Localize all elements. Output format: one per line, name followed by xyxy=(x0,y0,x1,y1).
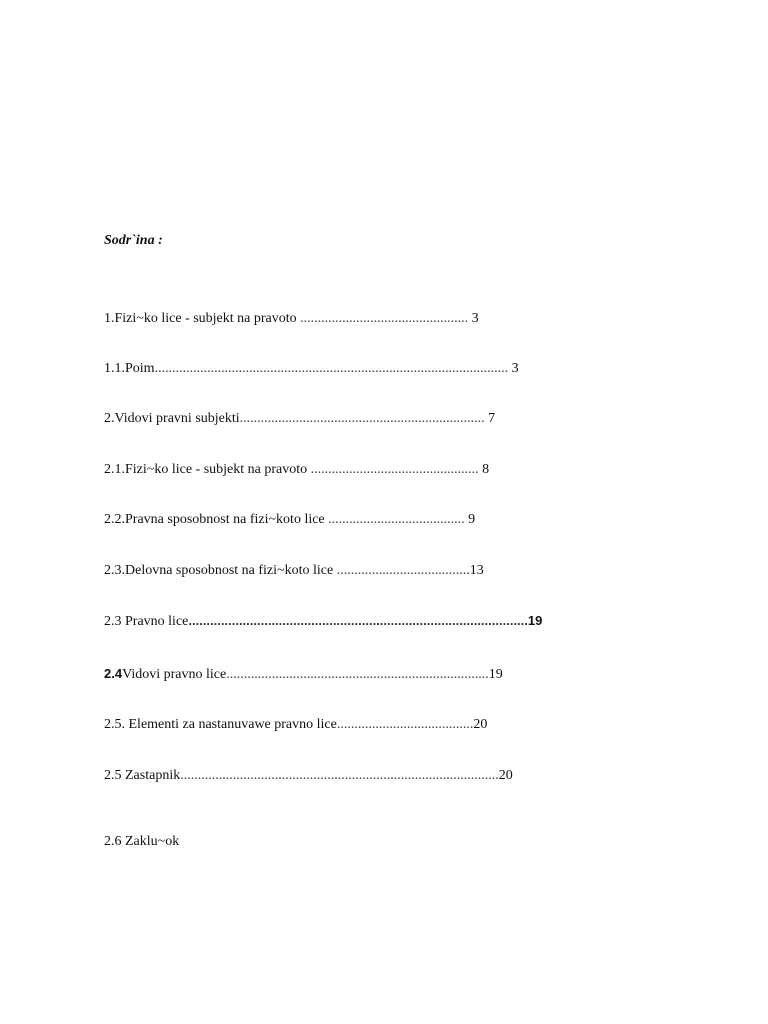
toc-entry-text: 1.1.Poim xyxy=(104,361,155,376)
toc-entry-page: 19 xyxy=(488,667,503,682)
toc-entry-page: 3 xyxy=(468,311,479,326)
toc-entry-text: 2.Vidovi pravni subjekti xyxy=(104,411,240,426)
toc-entry-2-1[interactable] xyxy=(104,461,489,479)
toc-entry-text: 2.5. Elementi za nastanuvawe pravno lice xyxy=(104,717,337,732)
toc-entry-page: 20 xyxy=(473,717,488,732)
toc-entry-leader: ................................................ xyxy=(300,311,469,326)
toc-entry-page: 13 xyxy=(469,563,484,578)
toc-entry-2[interactable] xyxy=(104,410,495,428)
toc-entry-leader: ................................................ xyxy=(310,462,479,477)
toc-entry-leader: ...................................... xyxy=(336,563,470,578)
toc-entry-page: 19 xyxy=(527,613,543,628)
toc-entry-text: 2.6 Zaklu~ok xyxy=(104,834,180,849)
toc-entry-1-1[interactable] xyxy=(104,360,519,378)
toc-entry-page: 7 xyxy=(484,411,496,426)
toc-entry-page: 3 xyxy=(508,361,519,376)
toc-title: Sodr`ina : xyxy=(104,233,163,248)
toc-entry-text: Vidovi pravno lice xyxy=(122,667,227,682)
toc-entry-text: 2.2.Pravna sposobnost na fizi~koto lice xyxy=(104,512,329,527)
toc-entry-leader: ....................................... xyxy=(328,512,465,527)
toc-entry-2-3-pravno-lice[interactable] xyxy=(104,612,542,631)
toc-entry-leader: ..................................................................................................... xyxy=(154,361,509,376)
toc-entry-page: 9 xyxy=(464,512,476,527)
toc-entry-2-5-zastapnik[interactable] xyxy=(104,767,513,785)
toc-entry-prefix: 2.4 xyxy=(104,666,123,681)
toc-entry-text: 2.3.Delovna sposobnost na fizi~koto lice xyxy=(104,563,337,578)
toc-entry-leader: .............................................................................................. xyxy=(188,613,528,628)
toc-entry-page: 20 xyxy=(498,768,513,783)
toc-entry-2-6[interactable] xyxy=(104,833,179,851)
toc-entry-text: 2.1.Fizi~ko lice - subjekt na pravoto xyxy=(104,462,311,477)
toc-entry-2-4[interactable] xyxy=(104,665,503,684)
toc-entry-leader: ...................................................................... xyxy=(239,411,485,426)
toc-entry-page: 8 xyxy=(478,462,490,477)
toc-entry-leader: ........................................................................... xyxy=(226,667,489,682)
toc-entry-2-5-elementi[interactable] xyxy=(104,716,487,734)
toc-entry-text: 1.Fizi~ko lice - subjekt na pravoto xyxy=(104,311,301,326)
toc-entry-leader: ....................................... xyxy=(336,717,474,732)
toc-entry-1[interactable] xyxy=(104,310,479,328)
toc-entry-2-2[interactable] xyxy=(104,511,475,529)
toc-entry-text: 2.5 Zastapnik xyxy=(104,768,181,783)
toc-entry-text: 2.3 Pravno lice xyxy=(104,614,189,629)
toc-entry-2-3[interactable] xyxy=(104,562,484,580)
toc-entry-leader: ........................................................................................... xyxy=(180,768,499,783)
